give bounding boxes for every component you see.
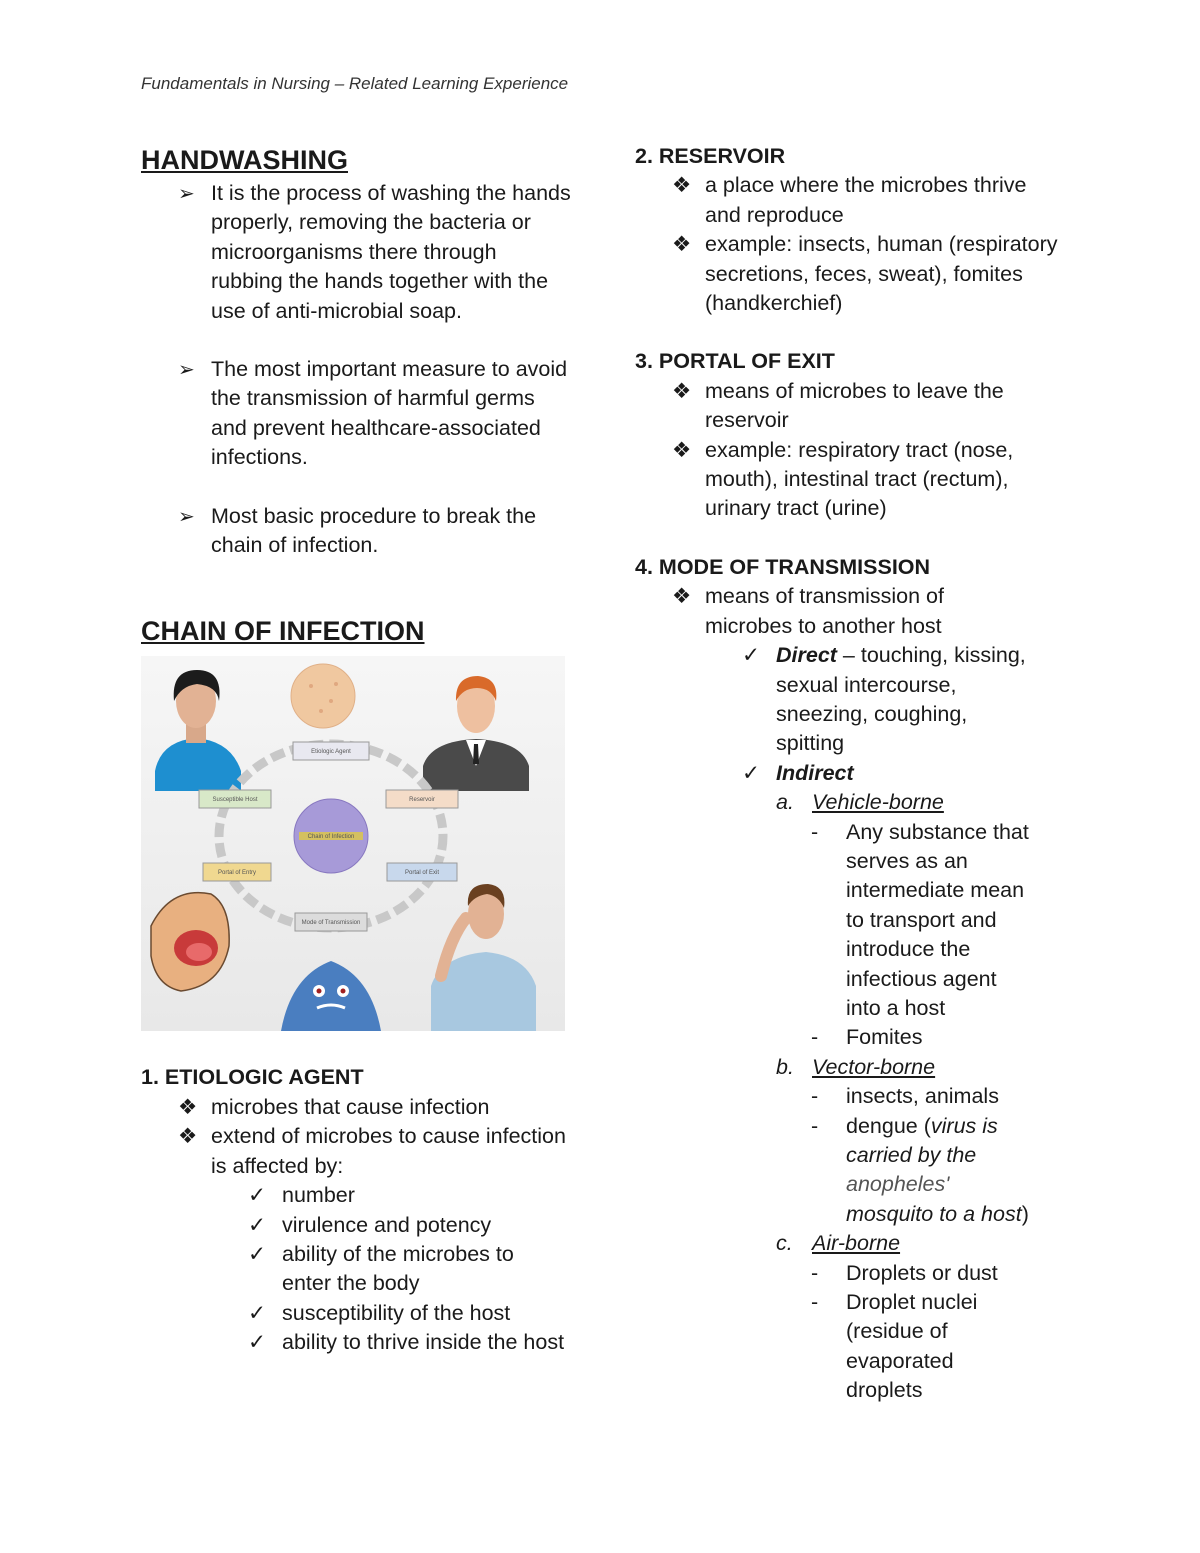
- reservoir-man-illustration: [423, 676, 529, 791]
- indirect-label: Indirect: [776, 760, 854, 785]
- diagram-center-label: Chain of Infection: [307, 834, 355, 841]
- list-item: ✓ virulence and potency: [248, 1211, 568, 1240]
- transmission-types-list: [742, 641, 1032, 788]
- check-icon: ✓: [248, 1330, 267, 1355]
- vector-borne-list: [811, 1082, 1031, 1229]
- diamond-bullet-icon: ❖: [178, 1124, 198, 1149]
- list-item: ❖ extend of microbes to cause infection is affected by:: [178, 1124, 566, 1178]
- list-item: c. Air-borne: [776, 1229, 1076, 1258]
- diamond-bullet-icon: ❖: [672, 232, 692, 257]
- mouth-illustration: [151, 893, 229, 991]
- diamond-bullet-icon: ❖: [178, 1094, 198, 1119]
- diamond-bullet-icon: ❖: [672, 584, 692, 609]
- diagram-portal-exit-label: Portal of Exit: [404, 870, 440, 877]
- list-item: [742, 641, 1032, 759]
- coughing-man-illustration: [431, 884, 536, 1031]
- mode-transmission-heading: 4. MODE OF TRANSMISSION: [635, 554, 931, 579]
- list-item: ❖ example: respiratory tract (nose, mouth), intestinal tract (rectum), urinary tract (urine): [672, 437, 1014, 521]
- chain-of-infection-diagram: [141, 656, 565, 1031]
- list-item: ✓ number: [248, 1181, 568, 1210]
- list-item: ✓ ability of the microbes to enter the body: [248, 1241, 514, 1296]
- portal-exit-list: [672, 377, 1042, 524]
- microbe-culture-illustration: [291, 664, 355, 728]
- list-item: ❖ a place where the microbes thrive and reproduce: [672, 173, 1027, 227]
- diagram-portal-entry-label: Portal of Entry: [217, 870, 257, 877]
- handwashing-title: HANDWASHING: [141, 145, 348, 175]
- chain-title: CHAIN OF INFECTION: [141, 616, 425, 647]
- list-item: - insects, animals: [811, 1084, 999, 1109]
- vector-borne-label: Vector-borne: [812, 1054, 936, 1079]
- list-item: ➢ Most basic procedure to break the chain of infection.: [178, 503, 537, 558]
- diamond-bullet-icon: ❖: [672, 378, 692, 403]
- direct-text: – touching, kissing, sexual intercourse, sneezing, coughing, spitting: [776, 643, 1026, 756]
- check-icon: ✓: [248, 1300, 267, 1325]
- check-icon: ✓: [742, 643, 761, 668]
- list-item: - Any substance that serves as an intermediate mean to transport and introduce the infectious agent into a host: [811, 819, 1029, 1020]
- list-item: - dengue (virus is carried by the anopheles' mosquito to a host): [811, 1113, 1029, 1226]
- list-item: ❖ means of transmission of microbes to another host: [672, 584, 944, 638]
- diagram-reservoir-label: Reservoir: [409, 797, 435, 804]
- list-item: ❖ means of microbes to leave the reservoir: [672, 378, 1004, 433]
- left-column: [141, 143, 571, 1358]
- etiologic-factors-list: [248, 1181, 568, 1357]
- list-item: - Droplets or dust: [811, 1260, 998, 1285]
- handwashing-list: [178, 179, 571, 560]
- list-item: - Droplet nuclei (residue of evaporated droplets: [811, 1290, 978, 1403]
- air-borne-label: Air-borne: [812, 1231, 901, 1256]
- list-item: ✓ ability to thrive inside the host: [248, 1328, 568, 1357]
- vehicle-borne-list: [811, 818, 1031, 1053]
- etiologic-list: [178, 1093, 571, 1181]
- indirect-types: [776, 788, 1076, 1406]
- check-icon: ✓: [248, 1241, 267, 1266]
- reservoir-heading: 2. RESERVOIR: [635, 144, 786, 168]
- diamond-bullet-icon: ❖: [672, 437, 692, 462]
- air-borne-list: [811, 1259, 1031, 1406]
- diagram-etiologic-label: Etiologic Agent: [311, 749, 351, 756]
- right-column: [635, 142, 1075, 1406]
- list-item: b. Vector-borne: [776, 1053, 1076, 1082]
- vehicle-borne-label: Vehicle-borne: [812, 790, 944, 815]
- list-item: ✓ susceptibility of the host: [248, 1299, 568, 1328]
- page-header: Fundamentals in Nursing – Related Learning Experience: [141, 74, 569, 93]
- germ-illustration: [281, 961, 381, 1031]
- check-icon: ✓: [742, 760, 761, 785]
- arrow-bullet-icon: ➢: [178, 505, 195, 528]
- list-item: - Fomites: [811, 1025, 923, 1050]
- list-item: [742, 759, 1032, 788]
- diagram-mode-label: Mode of Transmission: [301, 920, 361, 927]
- arrow-bullet-icon: ➢: [178, 183, 195, 205]
- list-item: a. Vehicle-borne: [776, 788, 1076, 817]
- list-item: ➢ The most important measure to avoid the transmission of harmful germs and prevent healthcare-associated infections.: [178, 357, 568, 470]
- arrow-bullet-icon: ➢: [178, 359, 195, 382]
- list-item: ❖ microbes that cause infection: [178, 1093, 571, 1122]
- check-icon: ✓: [248, 1212, 267, 1237]
- diamond-bullet-icon: ❖: [672, 173, 692, 198]
- list-item: ➢ It is the process of washing the hands properly, removing the bacteria or microorganisms there through rubbing the hands together with the use of anti-microbial soap.: [178, 181, 571, 323]
- etiologic-agent-heading: 1. ETIOLOGIC AGENT: [141, 1065, 364, 1090]
- check-icon: ✓: [248, 1183, 267, 1208]
- diagram-susceptible-label: Susceptible Host: [212, 797, 258, 804]
- direct-label: Direct: [776, 643, 837, 668]
- portal-exit-heading: 3. PORTAL OF EXIT: [635, 349, 835, 374]
- susceptible-woman-illustration: [155, 670, 241, 791]
- list-item: ❖ example: insects, human (respiratory secretions, feces, sweat), fomites (handkerchief): [672, 232, 1058, 316]
- reservoir-list: [672, 171, 1062, 318]
- mode-list: [672, 582, 972, 641]
